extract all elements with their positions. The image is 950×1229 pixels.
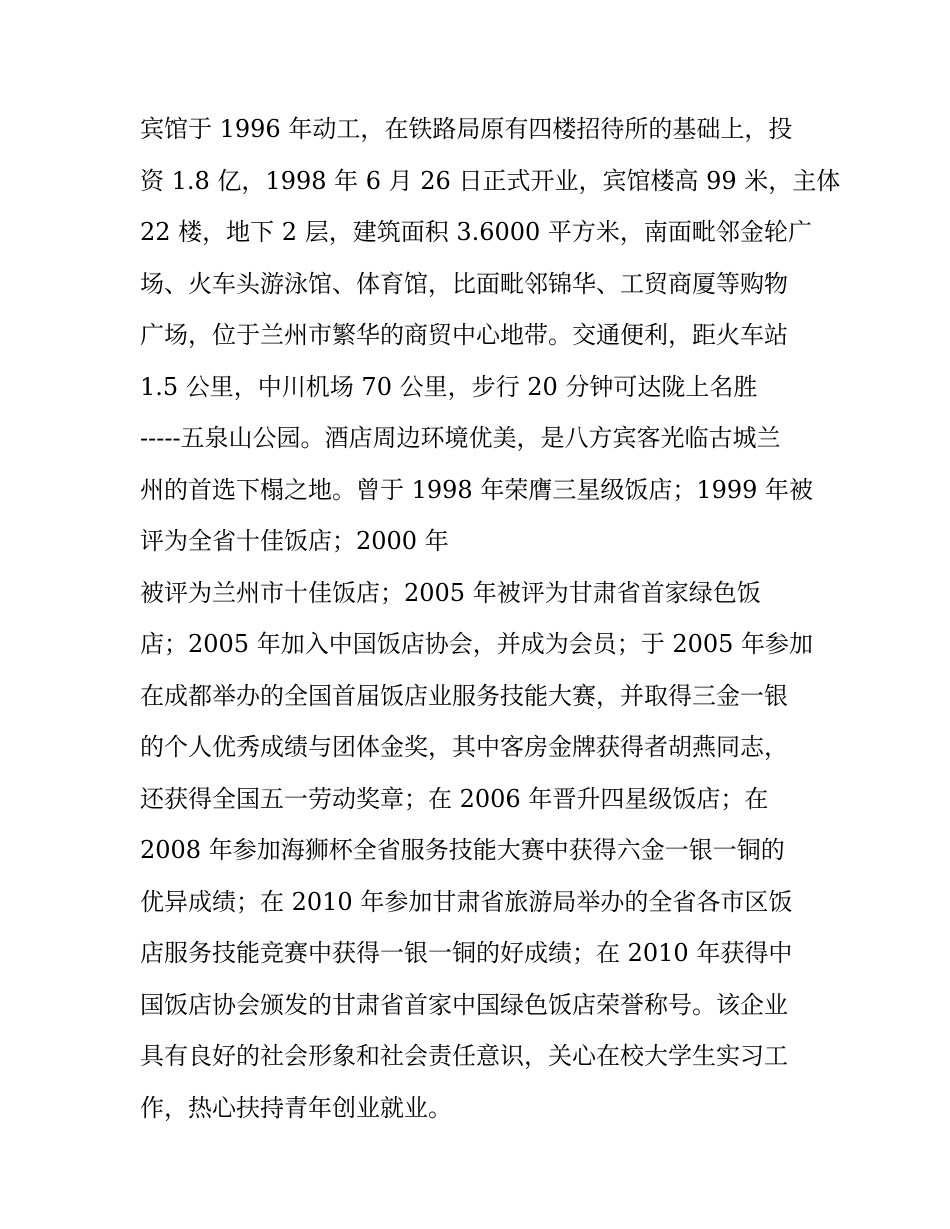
text-line-8: 州的首选下榻之地。曾于 1998 年荣膺三星级饭店；1999 年被 (140, 475, 814, 504)
text-line-3: 22 楼，地下 2 层，建筑面积 3.6000 平方米，南面毗邻金轮广 (140, 218, 812, 246)
text-line-14: 还获得全国五一劳动奖章；在 2006 年晋升四星级饭店；在 (140, 784, 769, 813)
text-line-16: 优异成绩；在 2010 年参加甘肃省旅游局举办的全省各市区饭 (140, 887, 793, 916)
text-line-2: 资 1.8 亿，1998 年 6 月 26 日正式开业，宾馆楼高 99 米，主体 (140, 166, 841, 195)
text-line-20: 作，热心扶持青年创业就业。 (140, 1093, 452, 1122)
text-line-12: 在成都举办的全国首届饭店业服务技能大赛，并取得三金一银 (140, 681, 788, 710)
text-line-10: 被评为兰州市十佳饭店；2005 年被评为甘肃省首家绿色饭 (140, 578, 761, 607)
text-line-11: 店；2005 年加入中国饭店协会，并成为会员；于 2005 年参加 (140, 630, 814, 658)
text-line-17: 店服务技能竞赛中获得一银一铜的好成绩；在 2010 年获得中 (140, 939, 793, 967)
text-line-4: 场、火车头游泳馆、体育馆，比面毗邻锦华、工贸商厦等购物 (140, 269, 788, 298)
text-line-1: 宾馆于 1996 年动工，在铁路局原有四楼招待所的基础上，投 (140, 115, 793, 143)
text-line-13: 的个人优秀成绩与团体金奖，其中客房金牌获得者胡燕同志， (140, 733, 788, 761)
text-line-18: 国饭店协会颁发的甘肃省首家中国绿色饭店荣誉称号。该企业 (140, 990, 788, 1019)
hotel-description-text (140, 104, 841, 1134)
text-line-9: 评为全省十佳饭店；2000 年 (140, 527, 449, 555)
text-line-5: 广场，位于兰州市繁华的商贸中心地带。交通便利，距火车站 (140, 321, 788, 349)
text-line-7: -----五泉山公园。酒店周边环境优美，是八方宾客光临古城兰 (140, 424, 781, 452)
text-line-19: 具有良好的社会形象和社会责任意识，关心在校大学生实习工 (140, 1042, 788, 1070)
text-line-6: 1.5 公里，中川机场 70 公里，步行 20 分钟可达陇上名胜 (140, 372, 758, 401)
text-line-15: 2008 年参加海狮杯全省服务技能大赛中获得六金一银一铜的 (140, 836, 785, 864)
